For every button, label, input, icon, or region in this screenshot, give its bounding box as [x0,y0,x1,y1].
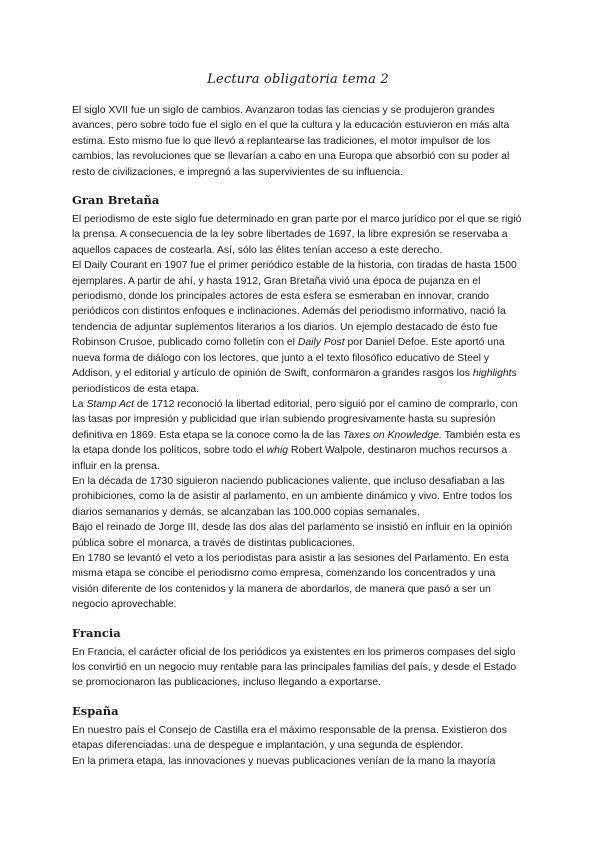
text-run: por Daniel Defoe. Este aportó una nueva forma de diálogo con los lectores, que junto a el texto filosófico educativo de Steel y Addison, y el editorial y artículo de opinión de Swift, conformaron a grandes rasgos los [72,337,505,380]
text-run: También esta es la etapa donde los políticos, sobre todo el [72,429,521,457]
espana-paragraph-2: En la primera etapa, las innovaciones y nuevas publicaciones venían de la mano la mayoría [72,755,496,767]
gran-bretana-paragraph-4: En la década de 1730 siguieron naciendo publicaciones valiente, que incluso desafiaban a las prohibiciones, como la de asistir al parlamento, en un ambiente dinámico y vivo. Entre todos los diarios semanarios y demás, se alcanzaban las 100.000 copias semanales. [72,475,513,518]
italic-term-taxes-on-knowledge: Taxes on Knowledge. [342,429,442,441]
italic-term-daily-post: Daily Post [297,337,345,349]
gran-bretana-paragraph-6: En 1780 se levantó el veto a los periodistas para asistir a las sesiones del Parlamento. En esta misma etapa se concibe el periodismo como empresa, comenzando los concentrados y una visión diferente de los contenidos y la manera de abordarlos, de manera que pasó a ser un negocio aprovechable. [72,552,509,611]
section-heading-espana: España [72,703,119,718]
section-heading-gran-bretana: Gran Bretaña [72,193,160,208]
text-run: El Daily Courant en 1907 fue el primer periódico estable de la historia, con tiradas de hasta 1500 ejemplares. A partir de ahí, y hasta 1912, Gran Bretaña vivió una época de pujanza en el periodismo, donde los principales actores de esta esfera se esmeraban en innovar, crando periódicos con distintos enfoques e inclinaciones. Además del periodismo informativo, nació la tendencia de adjuntar suplementos literarios a los diarios. Un ejemplo destacado de ésto fue Robinson Crusoe, publicado como folletín con el [72,260,517,349]
page-title: Lectura obligatoria tema 2 [207,72,389,87]
gran-bretana-paragraph-5: Bajo el reinado de Jorge III, desde las dos alas del parlamento se insistió en influir en la opinión pública sobre el monarca, a través de distintas publicaciones. [72,522,513,549]
text-run: Robert Walpole, destinaron muchos recursos a influir en la prensa. [72,445,508,472]
text-run: periodísticos de esta etapa. [72,383,200,395]
espana-paragraph-1: En nuestro país el Consejo de Castilla era el máximo responsable de la prensa. Existieron dos etapas diferenciadas: una de despegue e implantación, y una segunda de esplendor. [72,724,507,752]
italic-term-whig: whig [266,445,289,457]
gran-bretana-paragraph-3 [72,397,524,474]
gran-bretana-paragraph-2 [72,258,524,397]
italic-term-stamp-act: Stamp Act [86,398,134,410]
italic-term-highlights: highlights [472,368,517,380]
document-page [72,72,524,769]
text-run: de 1712 reconoció la libertad editorial, pero siguió por el camino de comprarlo, con las tasas por impresión y publicidad que irían subiendo progresivamente hasta su supresión definitiva en 1869. Esta etapa se la conoce como la de las [72,398,518,441]
gran-bretana-paragraph-1: El periodismo de este siglo fue determinado en gran parte por el marco jurídico por el que se rigió la prensa. A consecuencia de la ley sobre libertades de 1697, la libre expresión se reservaba a aquellos capaces de costearla. Así, sólo las élites tenían acceso a este derecho. [72,214,522,256]
text-run: La [72,398,87,410]
section-heading-francia: Francia [72,625,121,640]
francia-paragraph-1: En Francia, el carácter oficial de los periódicos ya existentes en los primeros compases del siglo los convirtió en un negocio muy rentable para las principales familias del país, y desde el Estado se promocionaron las publicaciones, incluso llegando a exportarse. [72,646,517,689]
intro-paragraph: El siglo XVII fue un siglo de cambios. Avanzaron todas las ciencias y se produjeron grandes avances, pero sobre todo fue el siglo en el que la cultura y la educación estuvieron en más alta estima. Esto mismo fue lo que llevó a replantearse las tradiciones, el motor impulsor de los cambios, las revoluciones que se llevarían a cabo en una Europa que absorbió con su poder al resto de civilizaciones, e impregnó a las supervivientes de su influencia. [72,105,510,178]
